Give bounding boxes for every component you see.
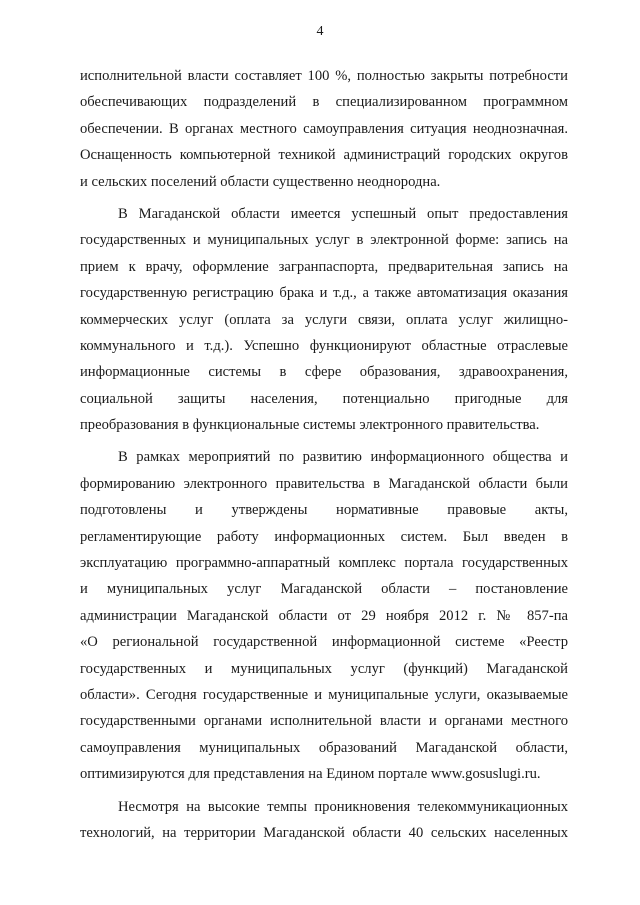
text-line: коммерческих услуг (оплата за услуги связи, оплата услуг жилищно- — [80, 311, 568, 328]
text-line: регламентирующие работу информационных систем. Был введен в — [80, 528, 568, 545]
text-line: «О региональной государственной информационной системе «Реестр — [80, 634, 568, 651]
document-body — [80, 63, 568, 846]
text-line: Несмотря на высокие темпы проникновения телекоммуникационных — [118, 798, 568, 815]
text-line: В рамках мероприятий по развитию информационного общества и — [118, 449, 568, 466]
text-line: Оснащенность компьютерной техникой администраций городских округов — [80, 147, 568, 164]
text-line: преобразования в функциональные системы электронного правительства. — [80, 417, 540, 434]
text-line: государственных и муниципальных услуг (функций) Магаданской — [80, 660, 568, 677]
text-line: технологий, на территории Магаданской области 40 сельских населенных — [80, 824, 568, 841]
text-line: и муниципальных услуг Магаданской области – постановление — [80, 581, 568, 598]
text-line: В Магаданской области имеется успешный опыт предоставления — [118, 205, 568, 222]
text-line: эксплуатацию программно-аппаратный комплекс портала государственных — [80, 555, 568, 572]
text-line: области». Сегодня государственные и муниципальные услуги, оказываемые — [80, 686, 568, 703]
text-line: и сельских поселений области существенно неоднородна. — [80, 173, 441, 190]
text-line: самоуправления муниципальных образований Магаданской области, — [80, 739, 568, 756]
text-line: информационные системы в сфере образования, здравоохранения, — [80, 364, 568, 381]
text-line: коммунального и т.д.). Успешно функционируют областные отраслевые — [80, 337, 568, 354]
text-line: государственными органами исполнительной власти и органами местного — [80, 713, 568, 730]
page-number: 4 — [316, 24, 324, 39]
text-line: подготовлены и утверждены нормативные правовые акты, — [80, 502, 568, 519]
text-line: обеспечивающих подразделений в специализированном программном — [80, 94, 568, 111]
text-line: администрации Магаданской области от 29 ноября 2012 г. № 857-па — [80, 607, 568, 624]
text-line: социальной защиты населения, потенциально пригодные для — [80, 390, 568, 407]
text-line: обеспечении. В органах местного самоуправления ситуация неоднозначная. — [80, 120, 568, 137]
text-line: прием к врачу, оформление загранпаспорта, предварительная запись на — [80, 258, 568, 275]
paragraph-1 — [80, 63, 568, 195]
text-line: формированию электронного правительства в Магаданской области были — [80, 475, 568, 492]
text-line: оптимизируются для представления на Едином портале www.gosuslugi.ru. — [80, 766, 541, 783]
text-line: исполнительной власти составляет 100 %, полностью закрыты потребности — [80, 68, 568, 84]
paragraph-2 — [80, 201, 568, 439]
paragraph-4 — [80, 794, 568, 847]
text-line: государственных и муниципальных услуг в электронной форме: запись на — [80, 232, 568, 249]
text-line: государственную регистрацию брака и т.д., а также автоматизация оказания — [80, 285, 568, 302]
paragraph-3 — [80, 444, 568, 787]
